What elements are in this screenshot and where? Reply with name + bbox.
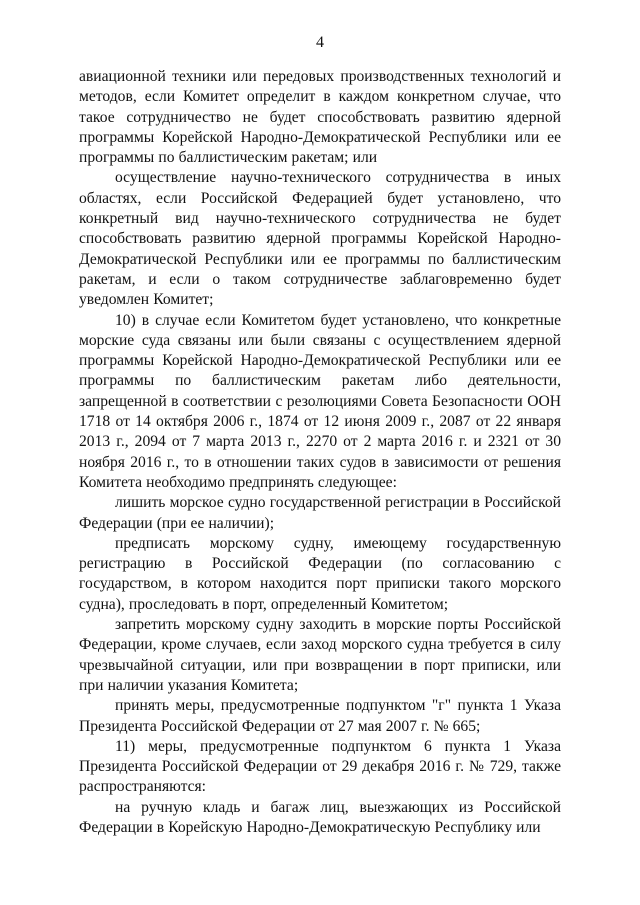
document-body (79, 67, 561, 838)
paragraph-9: на ручную кладь и багаж лиц, выезжающих из Российской Федерации в Корейскую Народно-Демократическую Республику или (79, 798, 561, 836)
paragraph-2: осуществление научно-технического сотрудничества в иных областях, если Российской Федерацией будет установлено, что конкретный вид научно-технического сотрудничества не будет способствовать развитию ядерной программы Корейской Народно-Демократической Республики или ее программы по баллистическим ракетам, и если о таком сотрудничестве заблаговременно будет уведомлен Комитет; (79, 169, 561, 309)
paragraph-5: предписать морскому судну, имеющему государственную регистрацию в Российской Федерации (по согласованию с государством, в котором находится порт приписки такого морского судна), проследовать в порт, определенный Комитетом; (79, 534, 561, 613)
paragraph-1: авиационной техники или передовых производственных технологий и методов, если Комитет определит в каждом конкретном случае, что такое сотрудничество не будет способствовать развитию ядерной программы Корейской Народно-Демократической Республики или ее программы по баллистическим ракетам; или (79, 68, 561, 167)
paragraph-7: принять меры, предусмотренные подпунктом "г" пункта 1 Указа Президента Российской Федерации от 27 мая 2007 г. № 665; (79, 697, 561, 735)
paragraph-6: запретить морскому судну заходить в морские порты Российской Федерации, кроме случаев, если заход морского судна требуется в силу чрезвычайной ситуации, или при возвращении в порт приписки, или при наличии указания Комитета; (79, 616, 561, 694)
paragraph-4: лишить морское судно государственной регистрации в Российской Федерации (при ее наличии); (79, 494, 561, 532)
page-number: 4 (316, 34, 324, 51)
paragraph-8: 11) меры, предусмотренные подпунктом 6 пункта 1 Указа Президента Российской Федерации от 29 декабря 2016 г. № 729, также распространяются: (79, 737, 561, 796)
paragraph-3: 10) в случае если Комитетом будет установлено, что конкретные морские суда связаны или были связаны с осуществлением ядерной программы Корейской Народно-Демократической Республики или ее программы по баллистическим ракетам либо деятельности, запрещенной в соответствии с резолюциями Совета Безопасности ООН 1718 от 14 октября 2006 г., 1874 от 12 июня 2009 г., 2087 от 22 января 2013 г., 2094 от 7 марта 2013 г., 2270 от 2 марта 2016 г. и 2321 от 30 ноября 2016 г., то в отношении таких судов в зависимости от решения Комитета необходимо предпринять следующее: (79, 311, 561, 491)
